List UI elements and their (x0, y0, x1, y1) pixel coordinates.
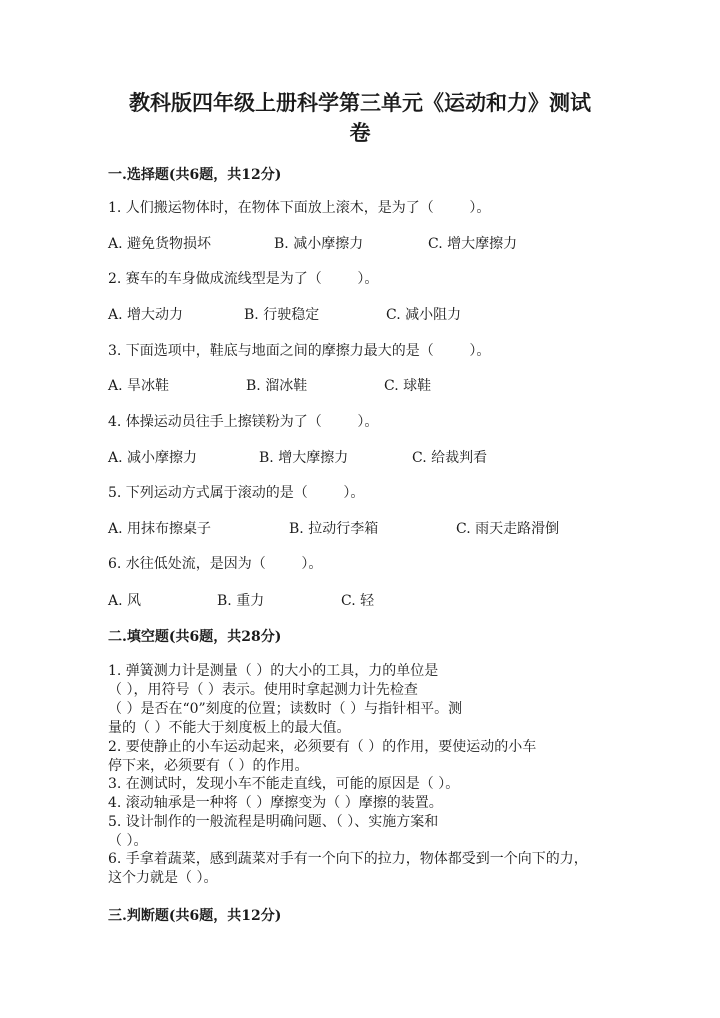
option-b: B. 溜冰鞋 (246, 378, 308, 394)
choice-question-4: 4. 体操运动员往手上擦镁粉为了（ ）。 (108, 414, 379, 430)
fill-question-6: 6. 手拿着蔬菜，感到蔬菜对手有一个向下的拉力，物体都受到一个向下的力， 这个力就是（ ）。 (108, 851, 588, 886)
fill-question-5: 5. 设计制作的一般流程是明确问题、（ ）、实施方案和 （ ）。 (108, 814, 439, 849)
option-c: C. 球鞋 (384, 378, 432, 394)
choice-question-1: 1. 人们搬运物体时，在物体下面放上滚木，是为了（ ）。 (108, 200, 491, 216)
option-a: A. 用抹布擦桌子 (108, 521, 212, 537)
fill-question-3: 3. 在测试时，发现小车不能走直线，可能的原因是（ ）。 (108, 776, 460, 792)
option-b: B. 减小摩擦力 (274, 236, 364, 252)
option-b: B. 行驶稳定 (244, 307, 320, 323)
option-c: C. 雨天走路滑倒 (456, 521, 560, 537)
page-title-continued: 卷 (349, 120, 371, 145)
option-b: B. 重力 (217, 593, 265, 609)
choice-question-5: 5. 下列运动方式属于滚动的是（ ）。 (108, 485, 365, 501)
option-c: C. 轻 (341, 593, 375, 609)
option-a: A. 增大动力 (108, 307, 184, 323)
fill-question-4: 4. 滚动轴承是一种将（ ）摩擦变为（ ）摩擦的装置。 (108, 795, 443, 811)
choice-question-3: 3. 下面选项中，鞋底与地面之间的摩擦力最大的是（ ）。 (108, 343, 491, 359)
option-a: A. 减小摩擦力 (108, 450, 198, 466)
option-a: A. 避免货物损坏 (108, 236, 212, 252)
option-a: A. 旱冰鞋 (108, 378, 170, 394)
option-c: C. 减小阻力 (386, 307, 462, 323)
page-title: 教科版四年级上册科学第三单元《运动和力》测试 (129, 90, 591, 115)
option-a: A. 风 (108, 593, 142, 609)
section-heading-fill: 二.填空题(共6题，共28分) (108, 629, 282, 645)
fill-question-1: 1. 弹簧测力计是测量（ ）的大小的工具，力的单位是 （ ），用符号（ ）表示。使用时拿起测力计先检查 （ ）是否在“0”刻度的位置；读数时（ ）与指针相平。测 量的（ ）不能大于刻度板上的最大值。 (108, 663, 463, 736)
section-heading-judge: 三.判断题(共6题，共12分) (108, 908, 282, 924)
option-c: C. 给裁判看 (412, 450, 488, 466)
option-b: B. 增大摩擦力 (259, 450, 349, 466)
choice-question-2: 2. 赛车的车身做成流线型是为了（ ）。 (108, 271, 379, 287)
fill-question-2: 2. 要使静止的小车运动起来，必须要有（ ）的作用，要使运动的小车 停下来，必须要有（ ）的作用。 (108, 739, 537, 774)
option-b: B. 拉动行李箱 (289, 521, 379, 537)
choice-question-6: 6. 水往低处流，是因为（ ）。 (108, 556, 323, 572)
section-heading-choice: 一.选择题(共6题，共12分) (108, 167, 282, 183)
option-c: C. 增大摩擦力 (428, 236, 518, 252)
